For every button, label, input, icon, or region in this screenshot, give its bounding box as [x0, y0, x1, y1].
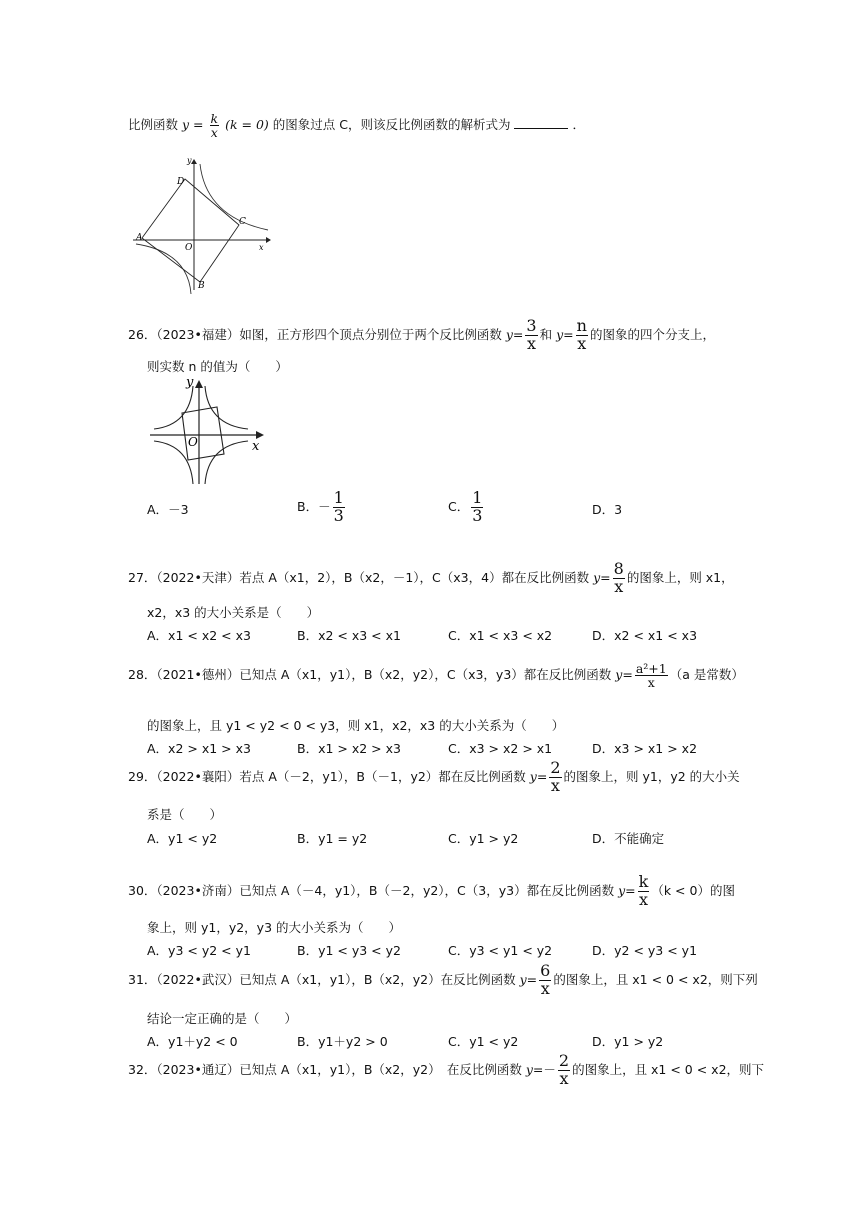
q26-option-a[interactable]: A．－3 [147, 502, 189, 517]
q28-line2: 的图象上，且 y1 < y2 < 0 < y3，则 x1，x2，x3 的大小关系为（ ） [147, 718, 565, 733]
q29-frac: $\frac{2}{x}$ [550, 758, 561, 795]
q27-option-a[interactable]: A．x1 < x2 < x3 [147, 628, 251, 643]
q28-frac: $\frac{\text{a²+1}}{x}$ [635, 661, 667, 691]
q25-line: 比例函数 y = $\frac{k}{x}$ (k = 0) 的图象过点 C，则该反比例函数的解析式为 ． [128, 111, 585, 141]
q27-option-c[interactable]: C．x1 < x3 < x2 [448, 628, 553, 643]
q31-line1: 31．（2022•武汉）已知点 A（x1，y1），B（x2，y2）在反比例函数 y= $\frac{6}{x}$ 的图象上，且 x1 < 0 < x2，则下列 [128, 961, 758, 998]
q25-label-a: A [136, 233, 143, 243]
q31-option-a[interactable]: A．y1＋y2 < 0 [147, 1034, 238, 1049]
q27-line1: 27．（2022•天津）若点 A（x1，2），B（x2，－1），C（x3，4）都在反比例函数 y= $\frac{8}{x}$ 的图象上，则 x1， [128, 559, 734, 596]
q29-option-a[interactable]: A．y1 < y2 [147, 831, 218, 846]
q25-formula-cond: (k = 0) [225, 117, 269, 133]
q26-frac-2: $\frac{n}{x}$ [576, 316, 587, 353]
q26-option-d[interactable]: D．3 [592, 502, 623, 517]
q26-option-c[interactable]: C． $\frac{1}{3}$ [448, 488, 483, 525]
q32-frac: $\frac{2}{x}$ [558, 1051, 570, 1088]
q26-option-b[interactable]: B．－ $\frac{1}{3}$ [297, 488, 344, 525]
q25-suffix: 的图象过点 C，则该反比例函数的解析式为 [272, 117, 511, 133]
q30-option-d[interactable]: D．y2 < y3 < y1 [592, 943, 698, 958]
q30-option-a[interactable]: A．y3 < y2 < y1 [147, 943, 251, 958]
q25-label-x: x [259, 243, 264, 252]
q25-prefix: 比例函数 [128, 117, 179, 133]
q31-line2: 结论一定正确的是（ ） [147, 1011, 298, 1026]
q30-option-b[interactable]: B．y1 < y3 < y2 [297, 943, 401, 958]
q30-line1: 30．（2023•济南）已知点 A（－4，y1），B（－2，y2），C（3，y3）都在反比例函数 y= $\frac{k}{x}$ （k < 0）的图 [128, 872, 735, 909]
q29-option-b[interactable]: B．y1 = y2 [297, 831, 368, 846]
q25-formula-frac: $\frac{k}{x}$ [210, 111, 219, 141]
q27-option-d[interactable]: D．x2 < x1 < x3 [592, 628, 698, 643]
q31-option-b[interactable]: B．y1＋y2 > 0 [297, 1034, 388, 1049]
q28-option-c[interactable]: C．x3 > x2 > x1 [448, 741, 553, 756]
q26-line1: 26．（2023•福建）如图，正方形四个顶点分别位于两个反比例函数 y= $\frac{3}{x}$ 和 y= $\frac{n}{x}$ 的图象的四个分支上， [128, 316, 715, 353]
q26-label-o: O [188, 435, 198, 449]
q29-option-d[interactable]: D．不能确定 [592, 831, 665, 846]
q25-label-y: y [187, 156, 192, 165]
q30-frac: $\frac{k}{x}$ [638, 872, 649, 909]
q25-label-b: B [198, 281, 205, 291]
q25-formula-y: y [182, 117, 190, 133]
q30-option-c[interactable]: C．y3 < y1 < y2 [448, 943, 553, 958]
q25-label-c: C [239, 217, 246, 227]
q26-label-y: y [186, 375, 194, 390]
q25-answer-blank [514, 118, 568, 129]
q25-diagram [128, 152, 273, 297]
q27-option-b[interactable]: B．x2 < x3 < x1 [297, 628, 401, 643]
q29-option-c[interactable]: C．y1 > y2 [448, 831, 519, 846]
q28-line1: 28．（2021•德州）已知点 A（x1，y1），B（x2，y2），C（x3，y3）都在反比例函数 y= $\frac{\text{a²+1}}{x}$ （a 是常数） [128, 661, 744, 691]
q27-line2: x2，x3 的大小关系是（ ） [147, 605, 320, 620]
q30-line2: 象上，则 y1，y2，y3 的大小关系为（ ） [147, 920, 401, 935]
q26-line2: 则实数 n 的值为（ ） [147, 359, 288, 374]
q29-line1: 29．（2022•襄阳）若点 A（－2，y1），B（－1，y2）都在反比例函数 y= $\frac{2}{x}$ 的图象上，则 y1，y2 的大小关 [128, 758, 740, 795]
q26-source: （2023•福建） [156, 326, 240, 342]
q32-line1: 32．（2023•通辽）已知点 A（x1，y1），B（x2，y2） 在反比例函数 y=－ $\frac{2}{x}$ 的图象上，且 x1 < 0 < x2，则下 [128, 1051, 765, 1088]
q29-line2: 系是（ ） [147, 807, 223, 822]
q27-frac: $\frac{8}{x}$ [613, 559, 624, 596]
q25-label-o: O [185, 243, 193, 253]
q28-option-a[interactable]: A．x2 > x1 > x3 [147, 741, 251, 756]
q26-label-x: x [252, 439, 260, 454]
q28-option-b[interactable]: B．x1 > x2 > x3 [297, 741, 401, 756]
q31-frac: $\frac{6}{x}$ [540, 961, 551, 998]
q26-diagram [148, 372, 268, 490]
q31-option-d[interactable]: D．y1 > y2 [592, 1034, 664, 1049]
q31-option-c[interactable]: C．y1 < y2 [448, 1034, 519, 1049]
q28-option-d[interactable]: D．x3 > x1 > x2 [592, 741, 698, 756]
q26-frac-1: $\frac{3}{x}$ [526, 316, 537, 353]
q25-label-d: D [177, 177, 185, 187]
